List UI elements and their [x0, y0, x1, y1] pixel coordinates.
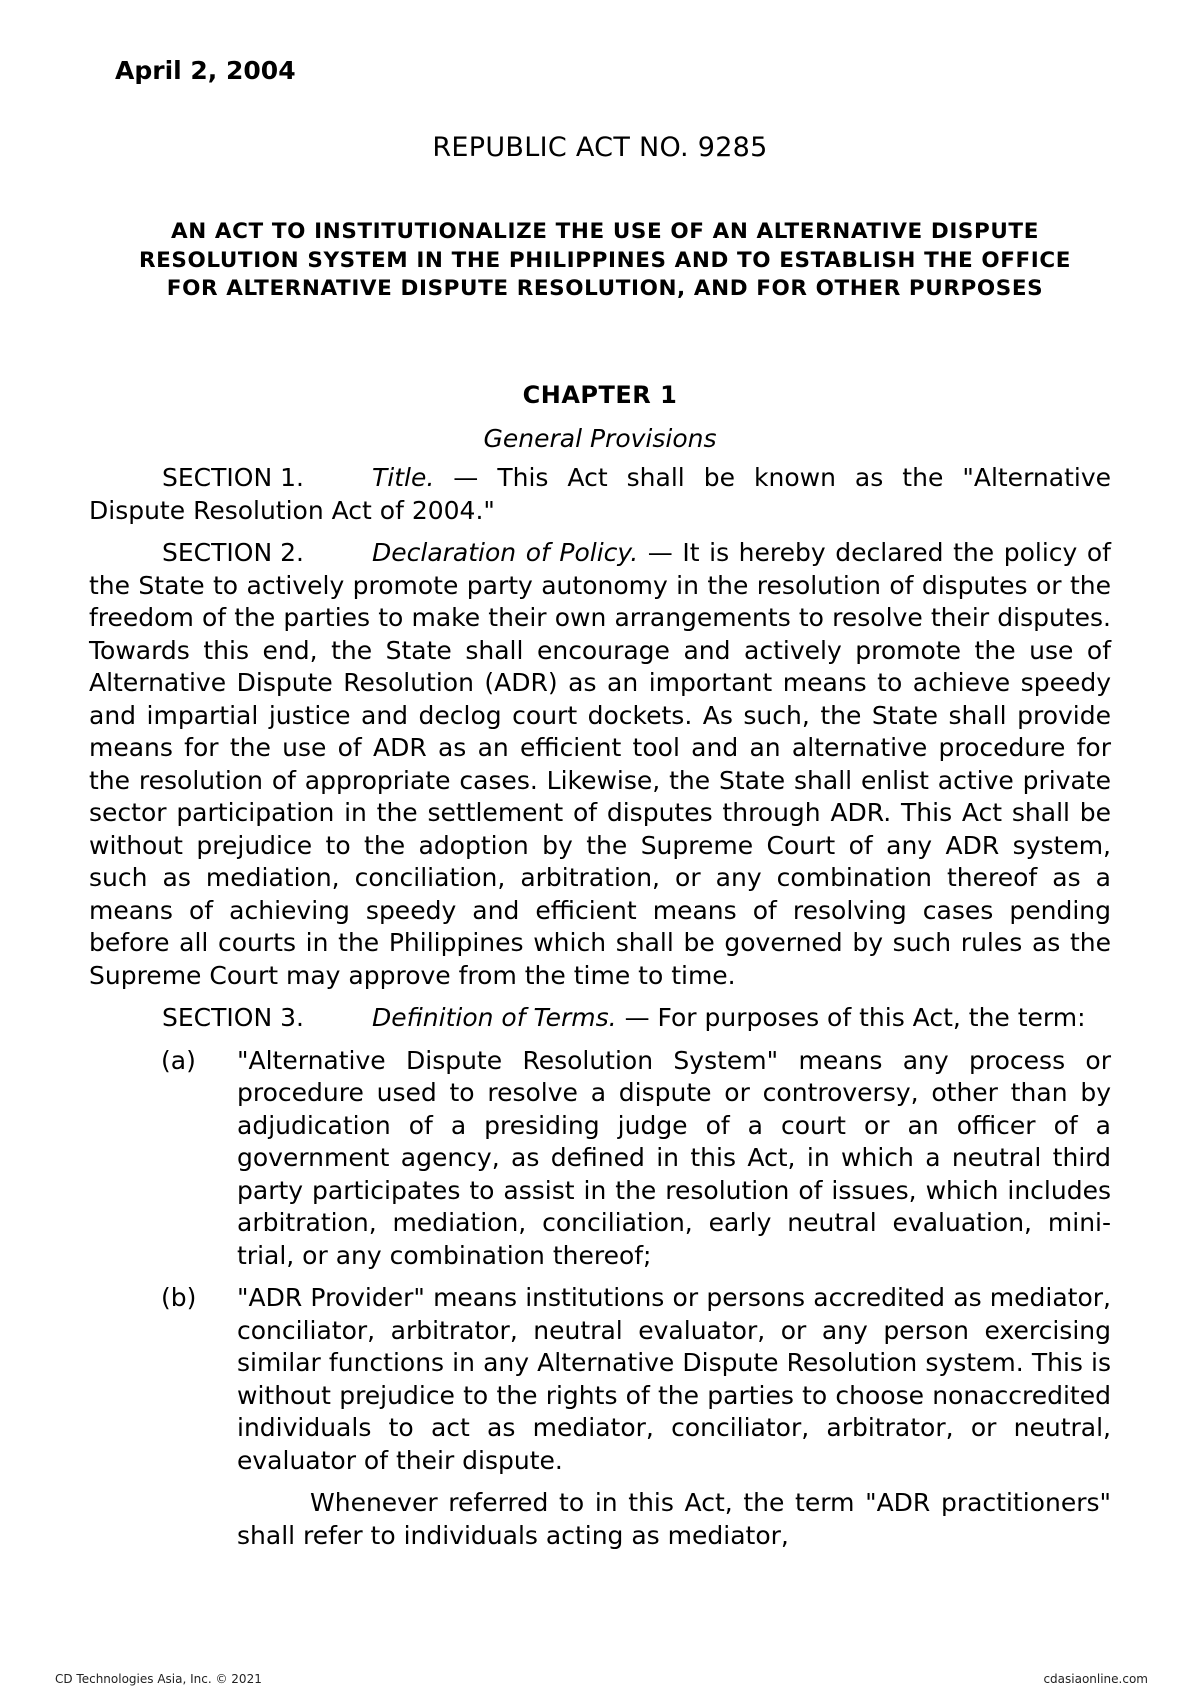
document-body [89, 462, 1111, 1562]
law-number: REPUBLIC ACT NO. 9285 [432, 132, 768, 163]
definition-item [89, 1282, 1111, 1477]
section-label: SECTION 1. [162, 463, 304, 492]
section-title: Title. [372, 463, 435, 492]
chapter-subtitle: General Provisions [483, 424, 717, 453]
document-date: April 2, 2004 [115, 56, 296, 85]
footer-copyright: CD Technologies Asia, Inc. © 2021 [55, 1672, 262, 1686]
section-label: SECTION 3. [162, 1003, 304, 1032]
definition-text: "Alternative Dispute Resolution System" means any process or procedure used to resolve a dispute or controversy, other than by adjudication of a presiding judge of a court or an officer of a government agency, as defined in this Act, in which a neutral third party participates to assist in the resolution of issues, which includes arbitration, mediation, conciliation, early neutral evaluation, mini-trial, or any combination thereof; [237, 1045, 1111, 1270]
definition-text: "ADR Provider" means institutions or persons accredited as mediator, conciliator, arbitrator, neutral evaluator, or any person exercising similar functions in any Alternative Dispute Resolution system. This is without prejudice to the rights of the parties to choose nonaccredited individuals to act as mediator, conciliator, arbitrator, or neutral, evaluator of their dispute. [237, 1283, 1111, 1475]
section-text: — This Act shall be known as the "Alternative Dispute Resolution Act of 2004." [89, 463, 1111, 525]
section-title: Definition of Terms. [372, 1003, 617, 1032]
section-2 [89, 537, 1111, 992]
act-title: AN ACT TO INSTITUTIONALIZE THE USE OF AN ALTERNATIVE DISPUTE RESOLUTION SYSTEM IN THE PHILIPPINES AND TO ESTABLISH THE OFFICE FOR ALTERNATIVE DISPUTE RESOLUTION, AND FOR OTHER PURPOSES [138, 219, 1072, 301]
chapter-heading: CHAPTER 1 [522, 381, 678, 409]
section-3 [89, 1002, 1111, 1035]
definition-continuation: Whenever referred to in this Act, the term "ADR practitioners" shall refer to individuals acting as mediator, [237, 1488, 1111, 1550]
section-1 [89, 462, 1111, 527]
section-text: — For purposes of this Act, the term: [616, 1003, 1086, 1032]
section-label: SECTION 2. [162, 538, 304, 567]
definition-label: (b) [161, 1283, 197, 1312]
footer-website: cdasiaonline.com [1043, 1672, 1148, 1686]
definition-label: (a) [161, 1045, 196, 1075]
section-text: — It is hereby declared the policy of the State to actively promote party autonomy in the resolution of disputes or the freedom of the parties to make their own arrangements to resolve their disputes. Towards this end, the State shall encourage and actively promote the use of Alternative Dispute Resolution (ADR) as an important means to achieve speedy and impartial justice and declog court dockets. As such, the State shall provide means for the use of ADR as an efficient tool and an alternative procedure for the resolution of appropriate cases. Likewise, the State shall enlist active private sector participation in the settlement of disputes through ADR. This Act shall be without prejudice to the adoption by the Supreme Court of any ADR system, such as mediation, conciliation, arbitration, or any combination thereof as a means of achieving speedy and efficient means of resolving cases pending before all courts in the Philippines which shall be governed by such rules as the Supreme Court may approve from the time to time. [89, 538, 1111, 990]
section-title: Declaration of Policy. [372, 538, 639, 567]
definition-item [89, 1045, 1111, 1273]
